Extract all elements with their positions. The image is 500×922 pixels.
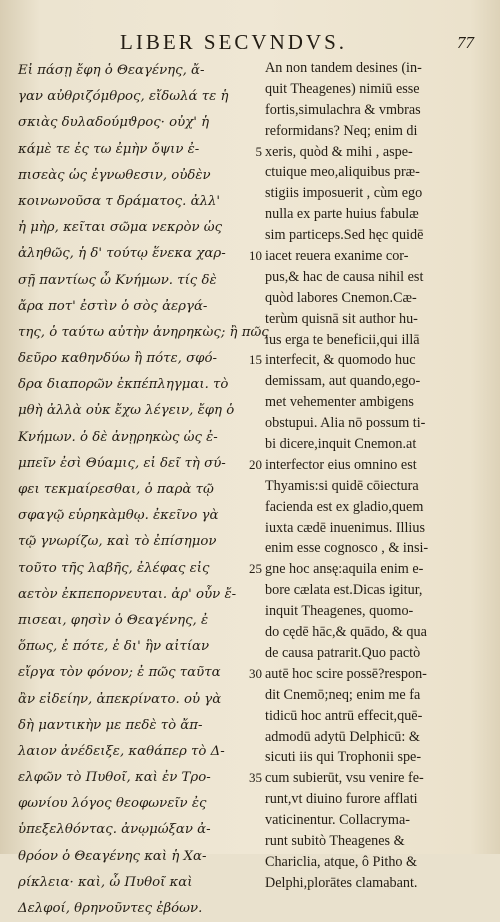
latin-line — [228, 434, 490, 455]
latin-line-text: quòd labores Cnemon.Cæ- — [265, 289, 417, 306]
latin-line — [228, 622, 490, 643]
latin-line — [228, 183, 490, 204]
latin-line — [228, 559, 490, 580]
latin-line — [228, 58, 490, 79]
greek-line: της, ὁ ταύτω αὐτὴν ἀνηρηκὼς; ἢ πῶς — [18, 324, 269, 340]
greek-line: ἡ μὴρ, κεῖται σῶμα νεκρὸν ὡς — [18, 220, 223, 236]
latin-line — [228, 810, 490, 831]
latin-line — [228, 685, 490, 706]
latin-line — [228, 330, 490, 351]
latin-line — [228, 873, 490, 894]
latin-line-text: runt,vt diuino furore afflati — [265, 791, 418, 808]
latin-line — [228, 497, 490, 518]
greek-line: μθὴ ἀλλὰ οὐκ ἔχω λέγειν, ἔφη ὁ — [18, 403, 235, 419]
latin-line — [228, 246, 490, 267]
latin-line-text: quit Theagenes) nimiū esse — [265, 80, 420, 97]
latin-line-text: sicuti iis qui Trophonii spe- — [265, 749, 422, 766]
page-header — [20, 30, 480, 60]
greek-line: τῷ γνωρίζω, καὶ τὸ ἐπίσημον — [18, 534, 217, 550]
greek-line: Κνήμων. ὁ δὲ ἀνῃρηκὼς ὡς ἐ- — [18, 429, 218, 445]
latin-line-text: interfecit, & quomodo huc — [265, 352, 416, 369]
greek-line: δὴ μαντικὴν με πεδὲ τὸ ἄπ- — [18, 717, 203, 733]
latin-line — [228, 643, 490, 664]
latin-line-text: obstupui. Alia nō possum ti- — [265, 415, 426, 432]
greek-line: σῇ παντίως ὦ Κνήμων. τίς δὲ — [18, 272, 217, 288]
greek-line: λαιον ἀνέδειξε, καθάπερ τὸ Δ- — [18, 743, 225, 759]
latin-line-text: Thyamis:si quidē cōiectura — [265, 477, 419, 494]
line-number: 25 — [249, 561, 262, 577]
greek-line: γαν αὐθριζόμθρος, εἴδωλά τε ἡ — [18, 89, 229, 105]
greek-line: ἄρα ποτ' ἐστὶν ὁ σὸς ἀεργά- — [18, 298, 208, 314]
latin-line — [228, 768, 490, 789]
latin-line-text: met vehementer ambigens — [265, 394, 414, 411]
line-number: 30 — [249, 665, 262, 681]
greek-line: Δελφοί, θρηνοῦντες ἐβόων. — [18, 901, 203, 916]
greek-line: ὅπως, ἐ πότε, ἐ δι' ἣν αἰτίαν — [18, 639, 210, 655]
latin-line — [228, 413, 490, 434]
latin-line-text: de causa patrarit.Quo pactò — [265, 644, 421, 661]
line-number: 5 — [255, 143, 262, 159]
greek-line: ρίκλεια· καὶ, ὦ Πυθοῖ καὶ — [18, 874, 193, 890]
latin-line-text: Chariclia, atque, ô Pitho & — [265, 853, 418, 870]
latin-line-text: iuxta cædē inuenimus. Illius — [265, 519, 425, 536]
latin-line-text: ctuique meo,aliquibus præ- — [265, 164, 420, 181]
greek-line: δρα διαπορῶν ἐκπέπληγμαι. τὸ — [18, 377, 229, 393]
greek-line: Εἰ πάσῃ ἔφη ὁ Θεαγένης, ἄ- — [18, 63, 205, 78]
latin-line — [228, 142, 490, 163]
latin-line-text: sim particeps.Sed hęc quidē — [265, 227, 424, 244]
latin-line-text: gne hoc ansę:aquila enim e- — [265, 561, 424, 578]
latin-line-text: do cędē hāc,& quādo, & qua — [265, 624, 427, 641]
latin-line — [228, 538, 490, 559]
greek-line: φωνίου λόγος θεοφωνεῖν ἐς — [18, 796, 207, 812]
latin-line — [228, 476, 490, 497]
latin-line-text: enim esse cognosco , & insi- — [265, 540, 429, 557]
line-number: 35 — [249, 770, 262, 786]
latin-line-text: tidicū hoc antrū effecit,quē- — [265, 707, 423, 724]
latin-line-text: ius erga te beneficii,qui illā — [265, 331, 420, 348]
greek-line: μπεῖν ἐσὶ Θύαμις, εἰ δεῖ τὴ σύ- — [18, 455, 226, 471]
latin-line — [228, 204, 490, 225]
latin-line — [228, 100, 490, 121]
latin-line — [228, 518, 490, 539]
latin-line — [228, 601, 490, 622]
latin-line — [228, 288, 490, 309]
greek-line: ἀληθῶς, ἡ δ' τούτῳ ἕνεκα χαρ- — [18, 246, 226, 262]
greek-line: θρόον ὁ Θεαγένης καὶ ἡ Χα- — [18, 848, 207, 864]
latin-line — [228, 309, 490, 330]
greek-line: φει τεκμαίρεσθαι, ὁ παρὰ τῷ — [18, 482, 214, 497]
greek-line: αετὸν ἐκπεπορνευται. ἀρ' οὖν ἔ- — [18, 586, 237, 602]
latin-line — [228, 852, 490, 873]
line-number: 10 — [249, 248, 262, 264]
line-number: 20 — [249, 456, 262, 472]
greek-line: ελφῶν τὸ Πυθοῖ, καὶ ἐν Τρο- — [18, 770, 211, 786]
latin-line-text: terùm quisnā sit author hu- — [265, 310, 418, 327]
running-head: LIBER SECVNDVS. — [120, 30, 348, 54]
latin-line-text: An non tandem desines (in- — [265, 60, 422, 76]
latin-line — [228, 706, 490, 727]
latin-line — [228, 455, 490, 476]
latin-line-text: runt subitò Theagenes & — [265, 832, 405, 849]
latin-line-text: bore cælata est.Dicas igitur, — [265, 582, 423, 599]
greek-line: τοῦτο τῆς λαβῆς, ἐλέφας εἰς — [18, 560, 210, 576]
latin-line-text: nulla ex parte huius fabulæ — [265, 206, 419, 223]
latin-line-text: reformidans? Neq; enim di — [265, 122, 418, 139]
latin-line — [228, 350, 490, 371]
greek-line: πισεὰς ὡς ἐγνωθεσιν, οὐδὲν — [18, 167, 211, 183]
latin-line-text: inquit Theagenes, quomo- — [265, 603, 414, 620]
latin-line-text: facienda est ex gladio,quem — [265, 498, 424, 515]
page-number: 77 — [457, 33, 474, 52]
latin-line-text: iacet reuera exanime cor- — [265, 248, 409, 265]
latin-line-text: vaticinentur. Collacryma- — [265, 812, 410, 829]
greek-line: δεῦρο καθηνδύω ἢ πότε, σφό- — [18, 351, 217, 367]
latin-line-text: Delphi,plorātes clamabant. — [265, 874, 418, 891]
latin-line — [228, 831, 490, 852]
greek-line: σφαγῷ εὑρηκὰμθῳ. ἐκεῖνο γὰ — [18, 508, 219, 524]
greek-line: σκιὰς δυλαδούμϑρος· οὐχ' ἡ — [18, 115, 210, 131]
latin-line-text: interfector eius omnino est — [265, 456, 417, 473]
latin-line — [228, 747, 490, 768]
latin-line-text: dit Cnemō;neq; enim me fa — [265, 686, 421, 703]
latin-line-text: admodū adytū Delphicū: & — [265, 728, 420, 745]
latin-line-text: bi dicere,inquit Cnemon.at — [265, 436, 417, 453]
latin-line — [228, 664, 490, 685]
latin-line — [228, 162, 490, 183]
latin-line-text: autē hoc scire possē?respon- — [265, 665, 427, 682]
latin-line — [228, 371, 490, 392]
latin-line-text: demissam, aut quando,ego- — [265, 373, 421, 390]
latin-line — [228, 79, 490, 100]
latin-line-text: stigiis imposuerit , cùm ego — [265, 185, 423, 202]
latin-line-text: xeris, quòd & mihi , aspe- — [265, 143, 413, 160]
latin-line — [228, 727, 490, 748]
greek-line: κοινωνοῦσα τ δράματος. ἀλλ' — [18, 193, 221, 209]
latin-line — [228, 225, 490, 246]
greek-line: ἂν εἰδείην, ἀπεκρίνατο. οὐ γὰ — [18, 691, 222, 707]
latin-line-text: pus,& hac de causa nihil est — [265, 268, 424, 285]
greek-line: εἴργα τὸν φόνον; ἐ πῶς ταῦτα — [18, 665, 221, 681]
latin-line — [228, 789, 490, 810]
latin-line-text: fortis,simulachra & vmbras — [265, 101, 421, 118]
latin-line — [228, 121, 490, 142]
latin-line-text: cum subierūt, vsu venire fe- — [265, 770, 424, 787]
latin-line — [228, 267, 490, 288]
latin-text-column — [228, 58, 490, 894]
greek-line: ὑπεξελθόντας. ἀνῳμώξαν ἀ- — [18, 822, 211, 838]
greek-line: πισεαι, φησὶν ὁ Θεαγένης, ἐ — [18, 612, 209, 628]
greek-line: κάμὲ τε ἐς τω ἐμὴν ὄψιν ἐ- — [18, 141, 200, 157]
line-number: 15 — [249, 352, 262, 368]
latin-line — [228, 392, 490, 413]
latin-line — [228, 580, 490, 601]
